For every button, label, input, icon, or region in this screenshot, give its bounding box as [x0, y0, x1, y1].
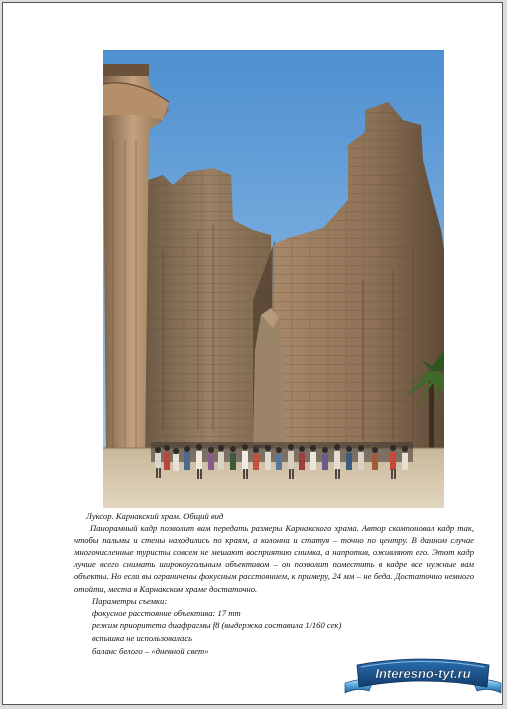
karnak-temple-photo — [103, 50, 444, 508]
document-page — [2, 2, 503, 705]
description-paragraph: Панорамный кадр позволит вам передать размеры Карнакского храма. Автор скомпоновал кадр так, чтобы пальмы и стены находились по краям, а колонна и статуя – точно по центру. В данном случае многочисленные туристы совсем не мешают восприятию снимка, а напротив, оживляют его. Этот кадр лучше всего снимать широкоугольным объективом – он позволит поместить в кадре все нужные вам объекты. Но если вы ограничены фокусным расстоянием, к примеру, 24 мм – не беда. Достаточно немного отойти, места в Карнакском храме достаточно. — [74, 523, 474, 594]
param-white-balance: баланс белого – «дневной свет» — [92, 645, 209, 656]
shooting-params-title: Параметры съемки: — [92, 595, 168, 606]
param-focal-length: фокусное расстояние объектива: 17 mm — [92, 607, 241, 618]
photo-caption: Луксор. Карнакский храм. Общий вид — [86, 511, 224, 521]
article-text — [74, 510, 474, 657]
site-logo — [343, 653, 503, 699]
logo-text: Interesno-tyt.ru — [375, 666, 471, 681]
param-flash: вспышка не использовалась — [92, 632, 193, 643]
param-aperture-mode: режим приоритета диафрагмы f8 (выдержка составила 1/160 сек) — [92, 620, 342, 631]
